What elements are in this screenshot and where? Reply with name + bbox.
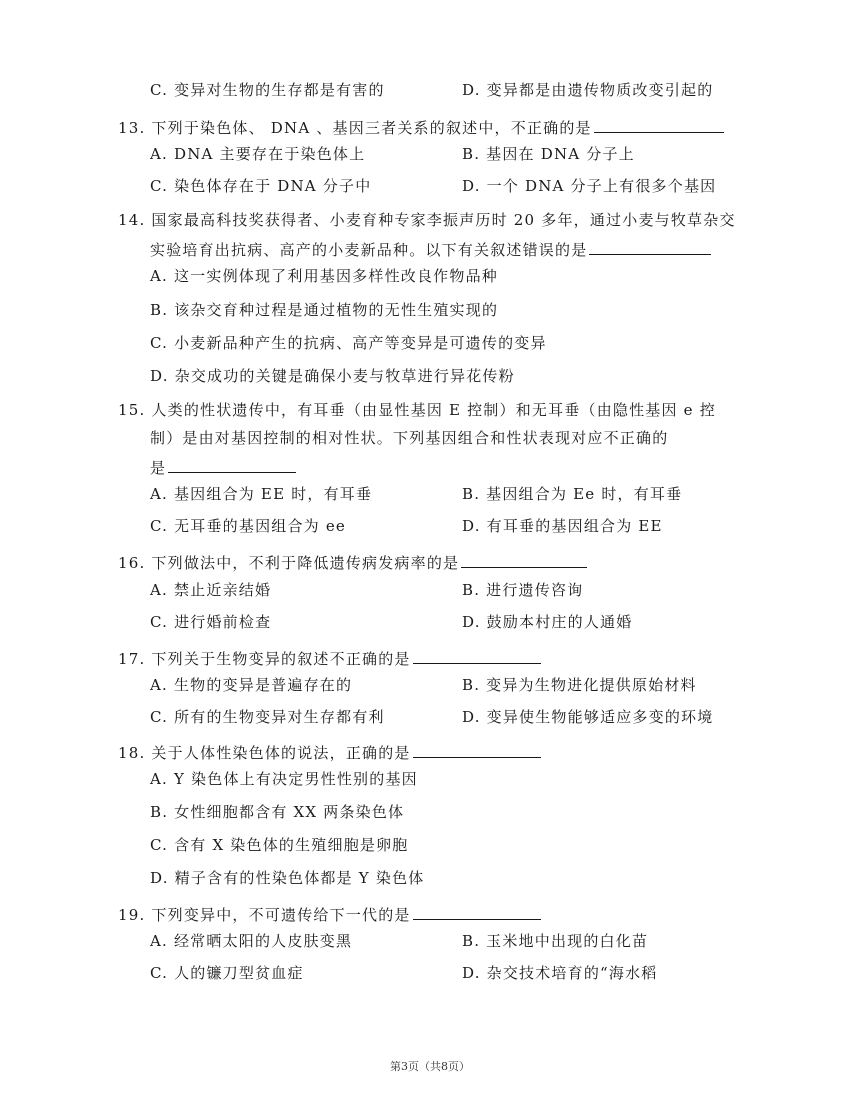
q13-option-c: C. 染色体存在于 DNA 分子中 (150, 177, 372, 195)
q13-stem-text: 13. 下列于染色体、 DNA 、基因三者关系的叙述中，不正确的是 (118, 119, 592, 137)
q15-option-d: D. 有耳垂的基因组合为 EE (462, 517, 663, 535)
q17-stem-text: 17. 下列关于生物变异的叙述不正确的是 (118, 650, 411, 668)
q17-option-a: A. 生物的变异是普遍存在的 (150, 676, 353, 694)
q15-stem-line3-text: 是 (150, 459, 167, 477)
q15-answer-blank (168, 456, 296, 473)
q19-option-b: B. 玉米地中出现的白化苗 (462, 932, 649, 950)
q15-option-b: B. 基因组合为 Ee 时，有耳垂 (462, 485, 683, 503)
q16-option-b: B. 进行遗传咨询 (462, 581, 584, 599)
q18-option-c: C. 含有 X 染色体的生殖细胞是卵胞 (150, 836, 409, 854)
q19-stem (118, 903, 541, 925)
q15-option-a: A. 基因组合为 EE 时，有耳垂 (150, 485, 373, 503)
q18-stem (118, 741, 541, 763)
q17-answer-blank (413, 647, 541, 664)
q12-option-c: C. 变异对生物的生存都是有害的 (150, 81, 385, 99)
q15-option-c: C. 无耳垂的基因组合为 ee (150, 517, 347, 535)
q18-answer-blank (413, 741, 541, 758)
q16-option-d: D. 鼓励本村庄的人通婚 (462, 613, 633, 631)
q15-stem-line2: 制）是由对基因控制的相对性状。下列基因组合和性状表现对应不正确的 (150, 429, 669, 447)
q13-stem (118, 116, 724, 138)
q15-stem-line3 (150, 456, 296, 478)
q16-option-c: C. 进行婚前检查 (150, 613, 272, 631)
q14-stem-line2 (150, 238, 711, 260)
q14-option-c: C. 小麦新品种产生的抗病、高产等变异是可遗传的变异 (150, 334, 547, 352)
page-number-footer: 第3页（共8页） (390, 1060, 470, 1073)
q14-stem-line2-text: 实验培育出抗病、高产的小麦新品种。以下有关叙述错误的是 (150, 241, 588, 259)
q14-option-b: B. 该杂交育种过程是通过植物的无性生殖实现的 (150, 301, 499, 319)
q18-stem-text: 18. 关于人体性染色体的说法，正确的是 (118, 744, 411, 762)
q17-option-d: D. 变异使生物能够适应多变的环境 (462, 708, 714, 726)
q14-stem-line1: 14. 国家最高科技奖获得者、小麦育种专家李振声历时 20 多年，通过小麦与牧草杂交 (118, 211, 736, 229)
q17-option-c: C. 所有的生物变异对生存都有利 (150, 708, 385, 726)
q14-option-d: D. 杂交成功的关键是确保小麦与牧草进行异花传粉 (150, 367, 515, 385)
q13-option-d: D. 一个 DNA 分子上有很多个基因 (462, 177, 717, 195)
q19-option-d: D. 杂交技术培育的“海水稻 (462, 964, 658, 982)
q16-stem-text: 16. 下列做法中，不利于降低遗传病发病率的是 (118, 554, 460, 572)
q16-option-a: A. 禁止近亲结婚 (150, 581, 272, 599)
q16-answer-blank (461, 551, 587, 568)
q13-answer-blank (594, 116, 724, 133)
q19-stem-text: 19. 下列变异中，不可遗传给下一代的是 (118, 906, 411, 924)
q13-option-b: B. 基因在 DNA 分子上 (462, 145, 635, 163)
q18-option-d: D. 精子含有的性染色体都是 Y 染色体 (150, 869, 425, 887)
q19-option-c: C. 人的镰刀型贫血症 (150, 964, 304, 982)
q18-option-b: B. 女性细胞都含有 XX 两条染色体 (150, 803, 405, 821)
q19-option-a: A. 经常晒太阳的人皮肤变黑 (150, 932, 353, 950)
q14-option-a: A. 这一实例体现了利用基因多样性改良作物品种 (150, 267, 498, 285)
q19-answer-blank (413, 903, 541, 920)
q12-option-d: D. 变异都是由遗传物质改变引起的 (462, 81, 714, 99)
q15-stem-line1: 15. 人类的性状遗传中，有耳垂（由显性基因 E 控制）和无耳垂（由隐性基因 e 控 (118, 401, 716, 419)
q17-option-b: B. 变异为生物进化提供原始材料 (462, 676, 697, 694)
q18-option-a: A. Y 染色体上有决定男性性别的基因 (150, 770, 418, 788)
q17-stem (118, 647, 541, 669)
q13-option-a: A. DNA 主要存在于染色体上 (150, 145, 366, 163)
q16-stem (118, 551, 587, 573)
q14-answer-blank (589, 238, 711, 255)
